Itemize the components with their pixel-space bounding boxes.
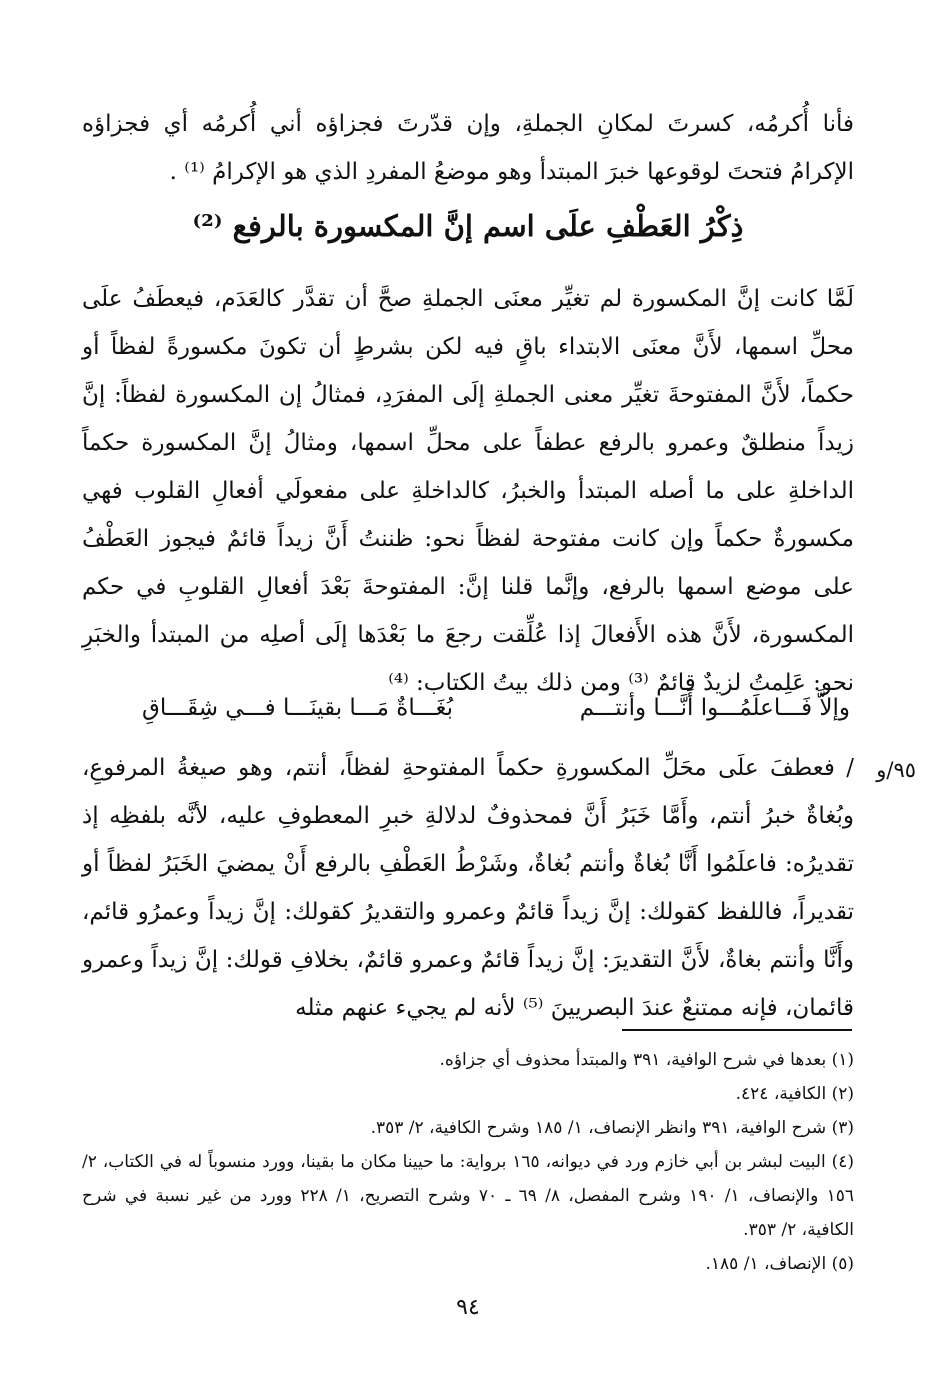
section-heading: ذِكْرُ العَطْفِ علَى اسم إنَّ المكسورة بالرفع ⁽²⁾ [192,209,744,243]
intro-paragraph: فأنا أُكرمُه، كسرتَ لمكانِ الجملةِ، وإن قدّرتَ فجزاؤه أني أُكرمُه أي فجزاؤه الإكرامُ فتحتَ لوقوعها خبرَ المبتدأ وهو موضعُ المفردِ الذي هو الإكرامُ ⁽¹⁾ . [82,111,854,185]
body-paragraph-2: / فعطفَ علَى محَلِّ المكسورةِ حكماً المفتوحةِ لفظاً، أنتم، وهو صيغةُ المرفوعِ، وبُغاةٌ خبرُ أنتم، وأَمَّا خَبَرُ أَنَّ فمحذوفٌ لدلالةِ خبرِ المعطوفِ عليه، لأنَّه بلفظِه إذ تقديرُه: فاعلَمُوا أَنَّا بُغاةٌ وأنتم بُغاةٌ، وشَرْطُ العَطْفِ بالرفع أَنْ يمضيَ الخَبَرُ لفظاً أو تقديراً، فاللفظ كقولك: إنَّ زيداً قائمٌ وعمرو والتقديرُ كقولك: إنَّ زيداً وعمرُو قائم، وأَنَّا وأنتم بغاةٌ، لأَنَّ التقديرَ: إنَّ زيداً قائمٌ وعمرو قائمٌ، بخلافِ قولك: إنَّ زيداً وعمرو قائمان، فإنه ممتنعٌ عندَ البصريينَ ⁽⁵⁾ لأنه لم يجيء عنهم مثله [82,755,854,1021]
footnote-separator [622,1029,852,1031]
manuscript-folio-marker: ٩٥/و [876,758,916,782]
footnote-3: (٣) شرح الوافية، ٣٩١ وانظر الإنصاف، ١/ ١٨٥ وشرح الكافية، ٢/ ٣٥٣. [370,1118,854,1138]
footnotes [82,1043,854,1281]
footnote-5: (٥) الإنصاف، ١/ ١٨٥. [705,1254,854,1274]
page-number: ٩٤ [456,1295,480,1320]
footnote-4: (٤) البيت لبشر بن أبي خازم ورد في ديوانه، ١٦٥ برواية: ما حيينا مكان ما بقينا، وورد منسوباً له في الكتاب، ٢/ ١٥٦ والإنصاف، ١/ ١٩٠ وشرح المفصل، ٨/ ٦٩ ـ ٧٠ وشرح التصريح، ١/ ٢٢٨ وورد من غير نسبة في شرح الكافية، ٢/ ٣٥٣. [82,1152,854,1240]
poetry-verse [82,688,854,728]
footnote-2: (٢) الكافية، ٤٢٤. [735,1084,854,1104]
body-paragraph-1: لَمَّا كانت إنَّ المكسورة لم تغيِّر معنَى الجملةِ صحَّ أن تقدَّر كالعَدَم، فيعطَفُ علَى محلِّ اسمها، لأَنَّ معنَى الابتداء باقٍ فيه لكن بشرطٍ أن تكونَ مكسورةً لفظاً أو حكماً، لأَنَّ المفتوحةَ تغيِّر معنى الجملةِ إلَى المفرَدِ، فمثالُ إن المكسورة لفظاً: إنَّ زيداً منطلقٌ وعمرو بالرفع عطفاً على محلِّ اسمها، ومثالُ إنَّ المكسورة حكماً الداخلةِ على ما أصله المبتدأ والخبرُ، كالداخلةِ على مفعولَي أفعالِ القلوب فهي مكسورةٌ حكماً وإن كانت مفتوحة لفظاً نحو: ظننتُ أَنَّ زيداً قائمٌ فيجوز العَطْفُ على موضع اسمها بالرفع، وإنَّما قلنا إنَّ: المفتوحةَ بَعْدَ أفعالِ القلوبِ في حكم المكسورة، لأَنَّ هذه الأَفعالَ إذا عُلِّقت رجعَ ما بَعْدَها إلَى أصلِه من المبتدأ والخبَرِ نحو: عَلِمتُ لزيدٌ قائمٌ ⁽³⁾ ومن ذلك بيتُ الكتاب: ⁽⁴⁾ [82,286,855,696]
footnote-1: (١) بعدها في شرح الوافية، ٣٩١ والمبتدأ محذوف أي جزاؤه. [439,1050,854,1070]
verse-hemistich-2: بُغَـــاةٌ مَـــا بقينَـــا فـــي شِقَـــاقِ [142,695,454,721]
verse-hemistich-1: وإلاَّ فَـــاعلَمُـــوا أَنَّـــا وأنتـــم [579,695,850,721]
